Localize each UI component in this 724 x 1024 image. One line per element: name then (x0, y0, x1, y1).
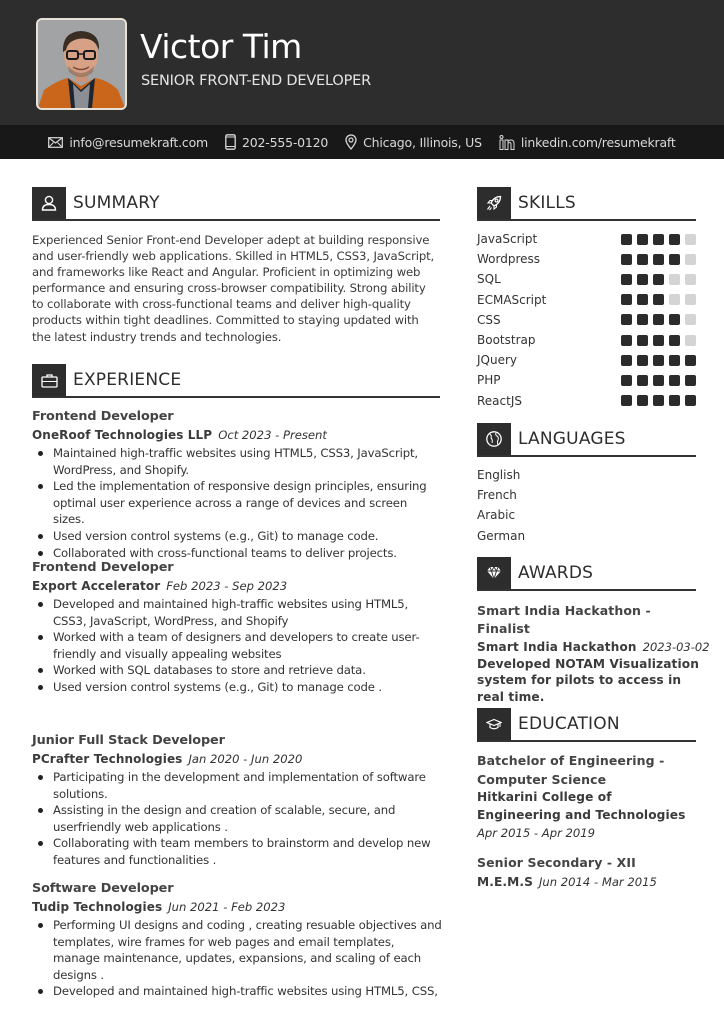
award-item (477, 602, 710, 705)
rating-square-filled (637, 294, 648, 305)
contact-email[interactable] (48, 135, 208, 150)
rating-square-filled (685, 355, 696, 366)
rating-square-filled (685, 395, 696, 406)
skill-row (477, 310, 696, 330)
experience-item (32, 732, 442, 869)
award-date: 2023-03-02 (642, 640, 710, 654)
job-bullet: Performing UI designs and coding , creating resuable objectives and templates, wire frames for web pages and email templates, manage maintenance, updates, expansions, and scaling of each designs . (32, 917, 442, 983)
rating-square-filled (621, 294, 632, 305)
skill-row (477, 249, 696, 269)
awards-section-header (477, 557, 696, 591)
rating-square-filled (669, 234, 680, 245)
job-company: Tudip Technologies (32, 900, 163, 914)
phone-text: 202-555-0120 (242, 134, 329, 150)
edu-degree: Senior Secondary - XII (477, 855, 636, 870)
skill-rating (621, 355, 696, 366)
contact-location (345, 134, 482, 150)
rating-square-filled (621, 395, 632, 406)
rating-square-empty (685, 274, 696, 285)
user-icon (32, 187, 66, 219)
rating-square-filled (653, 375, 664, 386)
job-bullet: Participating in the development and implementation of software solutions. (32, 769, 442, 802)
phone-icon (225, 134, 236, 150)
email-text: info@resumekraft.com (69, 134, 208, 150)
rating-square-filled (669, 395, 680, 406)
job-dates: Jan 2020 - Jun 2020 (188, 752, 303, 766)
experience-item (32, 408, 442, 561)
skill-rating (621, 234, 696, 245)
rating-square-filled (621, 274, 632, 285)
job-bullet: Developed and maintained high-traffic websites using HTML5, CSS3, JavaScript, WordPress, and Shopify (32, 596, 442, 629)
edu-degree: Batchelor of Engineering - Computer Science (477, 753, 665, 787)
section-title-awards: AWARDS (518, 563, 594, 583)
rating-square-filled (653, 314, 664, 325)
award-org: Smart India Hackathon (477, 640, 637, 654)
education-item (477, 752, 699, 842)
job-bullet: Worked with a team of designers and developers to create user-friendly and visually appealing websites (32, 629, 442, 662)
rating-square-empty (685, 335, 696, 346)
section-title-education: EDUCATION (518, 714, 620, 734)
experience-item (32, 880, 442, 1000)
job-dates: Jun 2021 - Feb 2023 (168, 900, 286, 914)
edu-school: Hitkarini College of Engineering and Technologies (477, 790, 686, 822)
edu-dates: Apr 2015 - Apr 2019 (477, 826, 596, 840)
experience-item (32, 559, 442, 696)
job-company: OneRoof Technologies LLP (32, 428, 213, 442)
language-item: French (477, 488, 517, 503)
rating-square-empty (669, 274, 680, 285)
rocket-icon (477, 187, 511, 219)
linkedin-text: linkedin.com/resumekraft (520, 134, 676, 150)
language-item: Arabic (477, 508, 516, 523)
job-role: Frontend Developer (32, 560, 174, 575)
contact-phone[interactable] (225, 134, 328, 150)
rating-square-filled (653, 254, 664, 265)
skill-rating (621, 314, 696, 325)
edu-school: M.E.M.S (477, 874, 533, 889)
skill-row (477, 391, 696, 411)
rating-square-filled (685, 375, 696, 386)
job-bullet: Collaborating with team members to brainstorm and develop new features and functionalities . (32, 835, 442, 868)
education-item (477, 854, 699, 891)
rating-square-empty (685, 234, 696, 245)
languages-list (477, 465, 696, 546)
skill-rating (621, 375, 696, 386)
job-bullet: Worked with SQL databases to store and retrieve data. (32, 662, 442, 679)
rating-square-filled (637, 234, 648, 245)
job-role: Software Developer (32, 881, 174, 896)
job-bullet: Used version control systems (e.g., Git) to manage code. (32, 528, 442, 545)
skill-name: PHP (477, 373, 501, 388)
job-role: Frontend Developer (32, 409, 174, 424)
graduation-cap-icon (477, 708, 511, 740)
rating-square-filled (653, 274, 664, 285)
summary-section-header (32, 187, 440, 221)
rating-square-filled (637, 335, 648, 346)
candidate-name: Victor Tim (140, 27, 302, 66)
skill-rating (621, 294, 696, 305)
skill-name: CSS (477, 312, 501, 327)
rating-square-filled (653, 234, 664, 245)
job-dates: Oct 2023 - Present (218, 428, 327, 442)
rating-square-filled (621, 254, 632, 265)
rating-square-filled (637, 274, 648, 285)
rating-square-filled (653, 335, 664, 346)
award-description: Developed NOTAM Visualization system for pilots to access in real time. (477, 657, 700, 704)
languages-section-header (477, 423, 696, 457)
job-bullet: Collaborated with cross-functional teams to deliver projects. (32, 545, 442, 562)
job-bullet: Led the implementation of responsive design principles, ensuring optimal user experience across a range of devices and screen sizes. (32, 478, 442, 528)
job-company: PCrafter Technologies (32, 752, 183, 766)
skill-name: ECMAScript (477, 292, 547, 307)
envelope-icon (48, 137, 63, 148)
resume-header (0, 0, 724, 125)
linkedin-icon (499, 135, 515, 150)
rating-square-filled (621, 375, 632, 386)
job-bullet: Used version control systems (e.g., Git) to manage code . (32, 679, 442, 696)
contact-linkedin[interactable] (499, 135, 676, 150)
rating-square-filled (637, 375, 648, 386)
skill-row (477, 290, 696, 310)
job-bullet: Maintained high-traffic websites using HTML5, CSS3, JavaScript, WordPress, and Shopify. (32, 445, 442, 478)
rating-square-filled (669, 254, 680, 265)
diamond-icon (477, 557, 511, 589)
rating-square-empty (685, 254, 696, 265)
skill-rating (621, 395, 696, 406)
skill-row (477, 370, 696, 390)
language-item: German (477, 528, 526, 543)
rating-square-filled (621, 234, 632, 245)
rating-square-filled (621, 314, 632, 325)
rating-square-filled (637, 355, 648, 366)
job-role: Junior Full Stack Developer (32, 733, 225, 748)
job-bullet: Assisting in the design and creation of scalable, secure, and userfriendly web applications . (32, 802, 442, 835)
location-pin-icon (345, 134, 357, 150)
rating-square-empty (685, 294, 696, 305)
rating-square-empty (669, 294, 680, 305)
rating-square-filled (637, 395, 648, 406)
rating-square-filled (621, 335, 632, 346)
rating-square-filled (669, 375, 680, 386)
rating-square-filled (669, 355, 680, 366)
skill-row (477, 269, 696, 289)
rating-square-empty (685, 314, 696, 325)
contact-bar (0, 125, 724, 159)
rating-square-filled (669, 335, 680, 346)
education-section-header (477, 708, 696, 742)
profile-photo (36, 18, 127, 110)
section-title-languages: LANGUAGES (518, 429, 626, 449)
edu-dates: Jun 2014 - Mar 2015 (538, 874, 657, 889)
award-title: Smart India Hackathon - Finalist (477, 603, 651, 636)
rating-square-filled (653, 294, 664, 305)
language-item: English (477, 468, 521, 482)
skill-name: JQuery (477, 353, 518, 368)
summary-text: Experienced Senior Front-end Developer adept at building responsive and user-friendly web applications. Skilled in HTML5, CSS3, JavaScript, and frameworks like React and Angular. Proficient in optimizing web performance and ensuring cross-browser compatibility. Strong ability to collaborate with cross-functional teams and deliver high-quality products within tight deadlines. Committed to staying updated with the latest industry trends and technologies. (32, 233, 435, 344)
section-title-experience: EXPERIENCE (73, 370, 182, 390)
skill-rating (621, 254, 696, 265)
rating-square-filled (621, 355, 632, 366)
rating-square-filled (669, 314, 680, 325)
skill-rating (621, 335, 696, 346)
section-title-skills: SKILLS (518, 193, 576, 213)
briefcase-icon (32, 364, 66, 396)
skills-list (477, 229, 696, 411)
skill-row (477, 350, 696, 370)
rating-square-filled (637, 254, 648, 265)
skill-name: Wordpress (477, 252, 541, 267)
candidate-title: SENIOR FRONT-END DEVELOPER (141, 73, 371, 89)
rating-square-filled (637, 314, 648, 325)
portrait-image (38, 20, 125, 108)
experience-section-header (32, 364, 440, 398)
skill-name: ReactJS (477, 393, 522, 408)
skills-section-header (477, 187, 696, 221)
rating-square-filled (653, 395, 664, 406)
job-dates: Feb 2023 - Sep 2023 (166, 579, 288, 593)
skill-name: SQL (477, 272, 501, 287)
skill-rating (621, 274, 696, 285)
job-bullet: Developed and maintained high-traffic websites using HTML5, CSS, (32, 983, 442, 1000)
section-title-summary: SUMMARY (73, 193, 160, 213)
globe-icon (477, 423, 511, 455)
skill-row (477, 229, 696, 249)
skill-row (477, 330, 696, 350)
job-company: Export Accelerator (32, 579, 161, 593)
rating-square-filled (653, 355, 664, 366)
skill-name: Bootstrap (477, 333, 536, 348)
location-text: Chicago, Illinois, US (363, 134, 482, 150)
skill-name: JavaScript (477, 232, 538, 247)
